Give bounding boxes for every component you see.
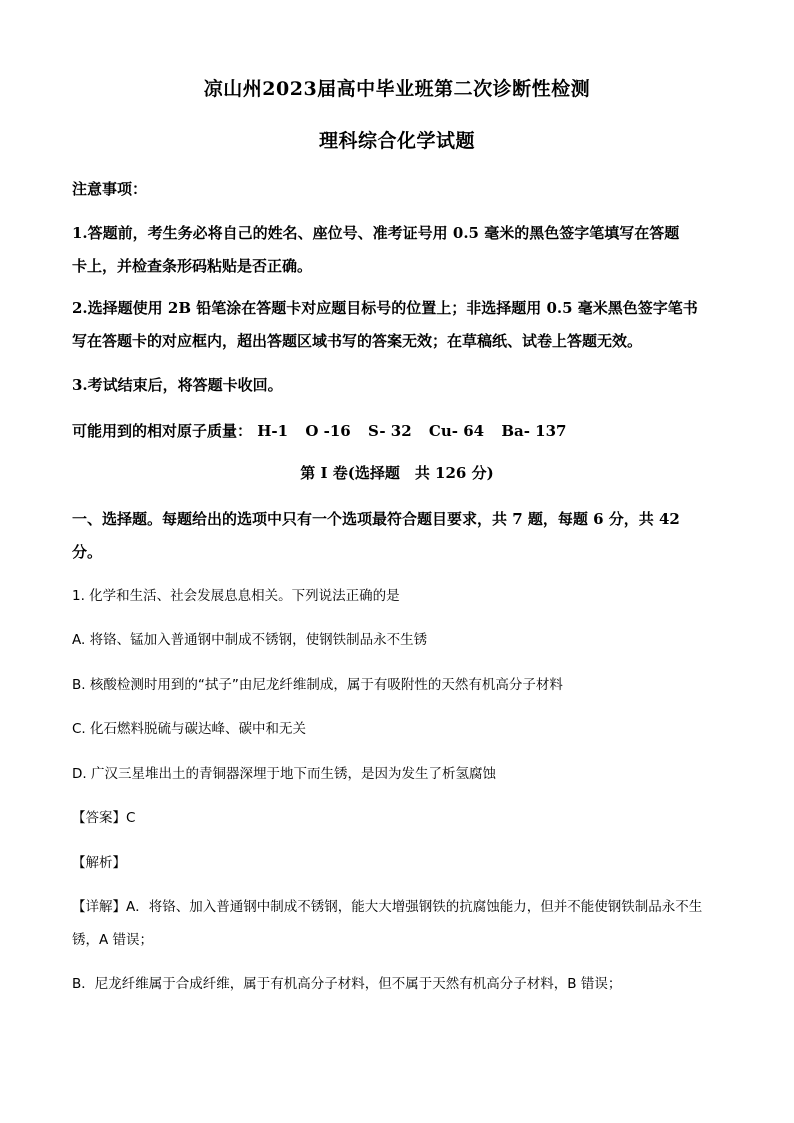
question-1-answer: 【答案】C bbox=[72, 810, 136, 826]
exam-title: 凉山州2023届高中毕业班第二次诊断性检测 bbox=[203, 78, 591, 100]
notice-item-3: 3.考试结束后，将答题卡收回。 bbox=[72, 376, 283, 394]
question-1-detail-line-3: B．尼龙纤维属于合成纤维，属于有机高分子材料，但不属于天然有机高分子材料，B 错误； bbox=[72, 976, 622, 992]
question-1-analysis-label: 【解析】 bbox=[72, 855, 126, 871]
atomic-mass-ba: Ba- 137 bbox=[501, 422, 567, 440]
notice-item-2-line-1: 2.选择题使用 2B 铅笔涂在答题卡对应题目标号的位置上；非选择题用 0.5 毫米黑色签字笔书 bbox=[72, 299, 698, 317]
question-1-option-a: A. 将铬、锰加入普通钢中制成不锈钢，使钢铁制品永不生锈 bbox=[72, 632, 428, 648]
atomic-mass-label: 可能用到的相对原子质量： bbox=[72, 422, 253, 440]
section-intro-line-2: 分。 bbox=[72, 543, 103, 561]
atomic-mass-h: H-1 bbox=[257, 422, 289, 440]
atomic-mass-cu: Cu- 64 bbox=[428, 422, 485, 440]
atomic-mass-o: O -16 bbox=[305, 422, 351, 440]
notice-item-1-line-2: 卡上，并检查条形码粘贴是否正确。 bbox=[72, 257, 313, 275]
notice-item-1-line-1: 1.答题前，考生务必将自己的姓名、座位号、准考证号用 0.5 毫米的黑色签字笔填写在答题 bbox=[72, 224, 680, 242]
notice-item-2-line-2: 写在答题卡的对应框内，超出答题区域书写的答案无效；在草稿纸、试卷上答题无效。 bbox=[72, 332, 643, 350]
notice-heading: 注意事项： bbox=[72, 180, 148, 198]
section-intro-line-1: 一、选择题。每题给出的选项中只有一个选项最符合题目要求，共 7 题，每题 6 分，共 42 bbox=[72, 510, 680, 528]
question-1-option-c: C. 化石燃料脱硫与碳达峰、碳中和无关 bbox=[72, 721, 307, 737]
section-title: 第 I 卷(选择题 共 126 分) bbox=[300, 464, 494, 482]
question-1-option-d: D. 广汉三星堆出土的青铜器深埋于地下而生锈，是因为发生了析氢腐蚀 bbox=[72, 766, 496, 782]
question-1-stem: 1. 化学和生活、社会发展息息相关。下列说法正确的是 bbox=[72, 588, 400, 604]
question-1-option-b: B. 核酸检测时用到的“拭子”由尼龙纤维制成，属于有吸附性的天然有机高分子材料 bbox=[72, 677, 563, 693]
question-1-detail-line-1: 【详解】A．将铬、加入普通钢中制成不锈钢，能大大增强钢铁的抗腐蚀能力，但并不能使钢铁制品永不生 bbox=[72, 899, 703, 915]
question-1-detail-line-2: 锈，A 错误； bbox=[72, 932, 154, 948]
atomic-mass-line bbox=[72, 420, 724, 441]
exam-subtitle: 理科综合化学试题 bbox=[318, 130, 475, 152]
atomic-mass-s: S- 32 bbox=[367, 422, 412, 440]
